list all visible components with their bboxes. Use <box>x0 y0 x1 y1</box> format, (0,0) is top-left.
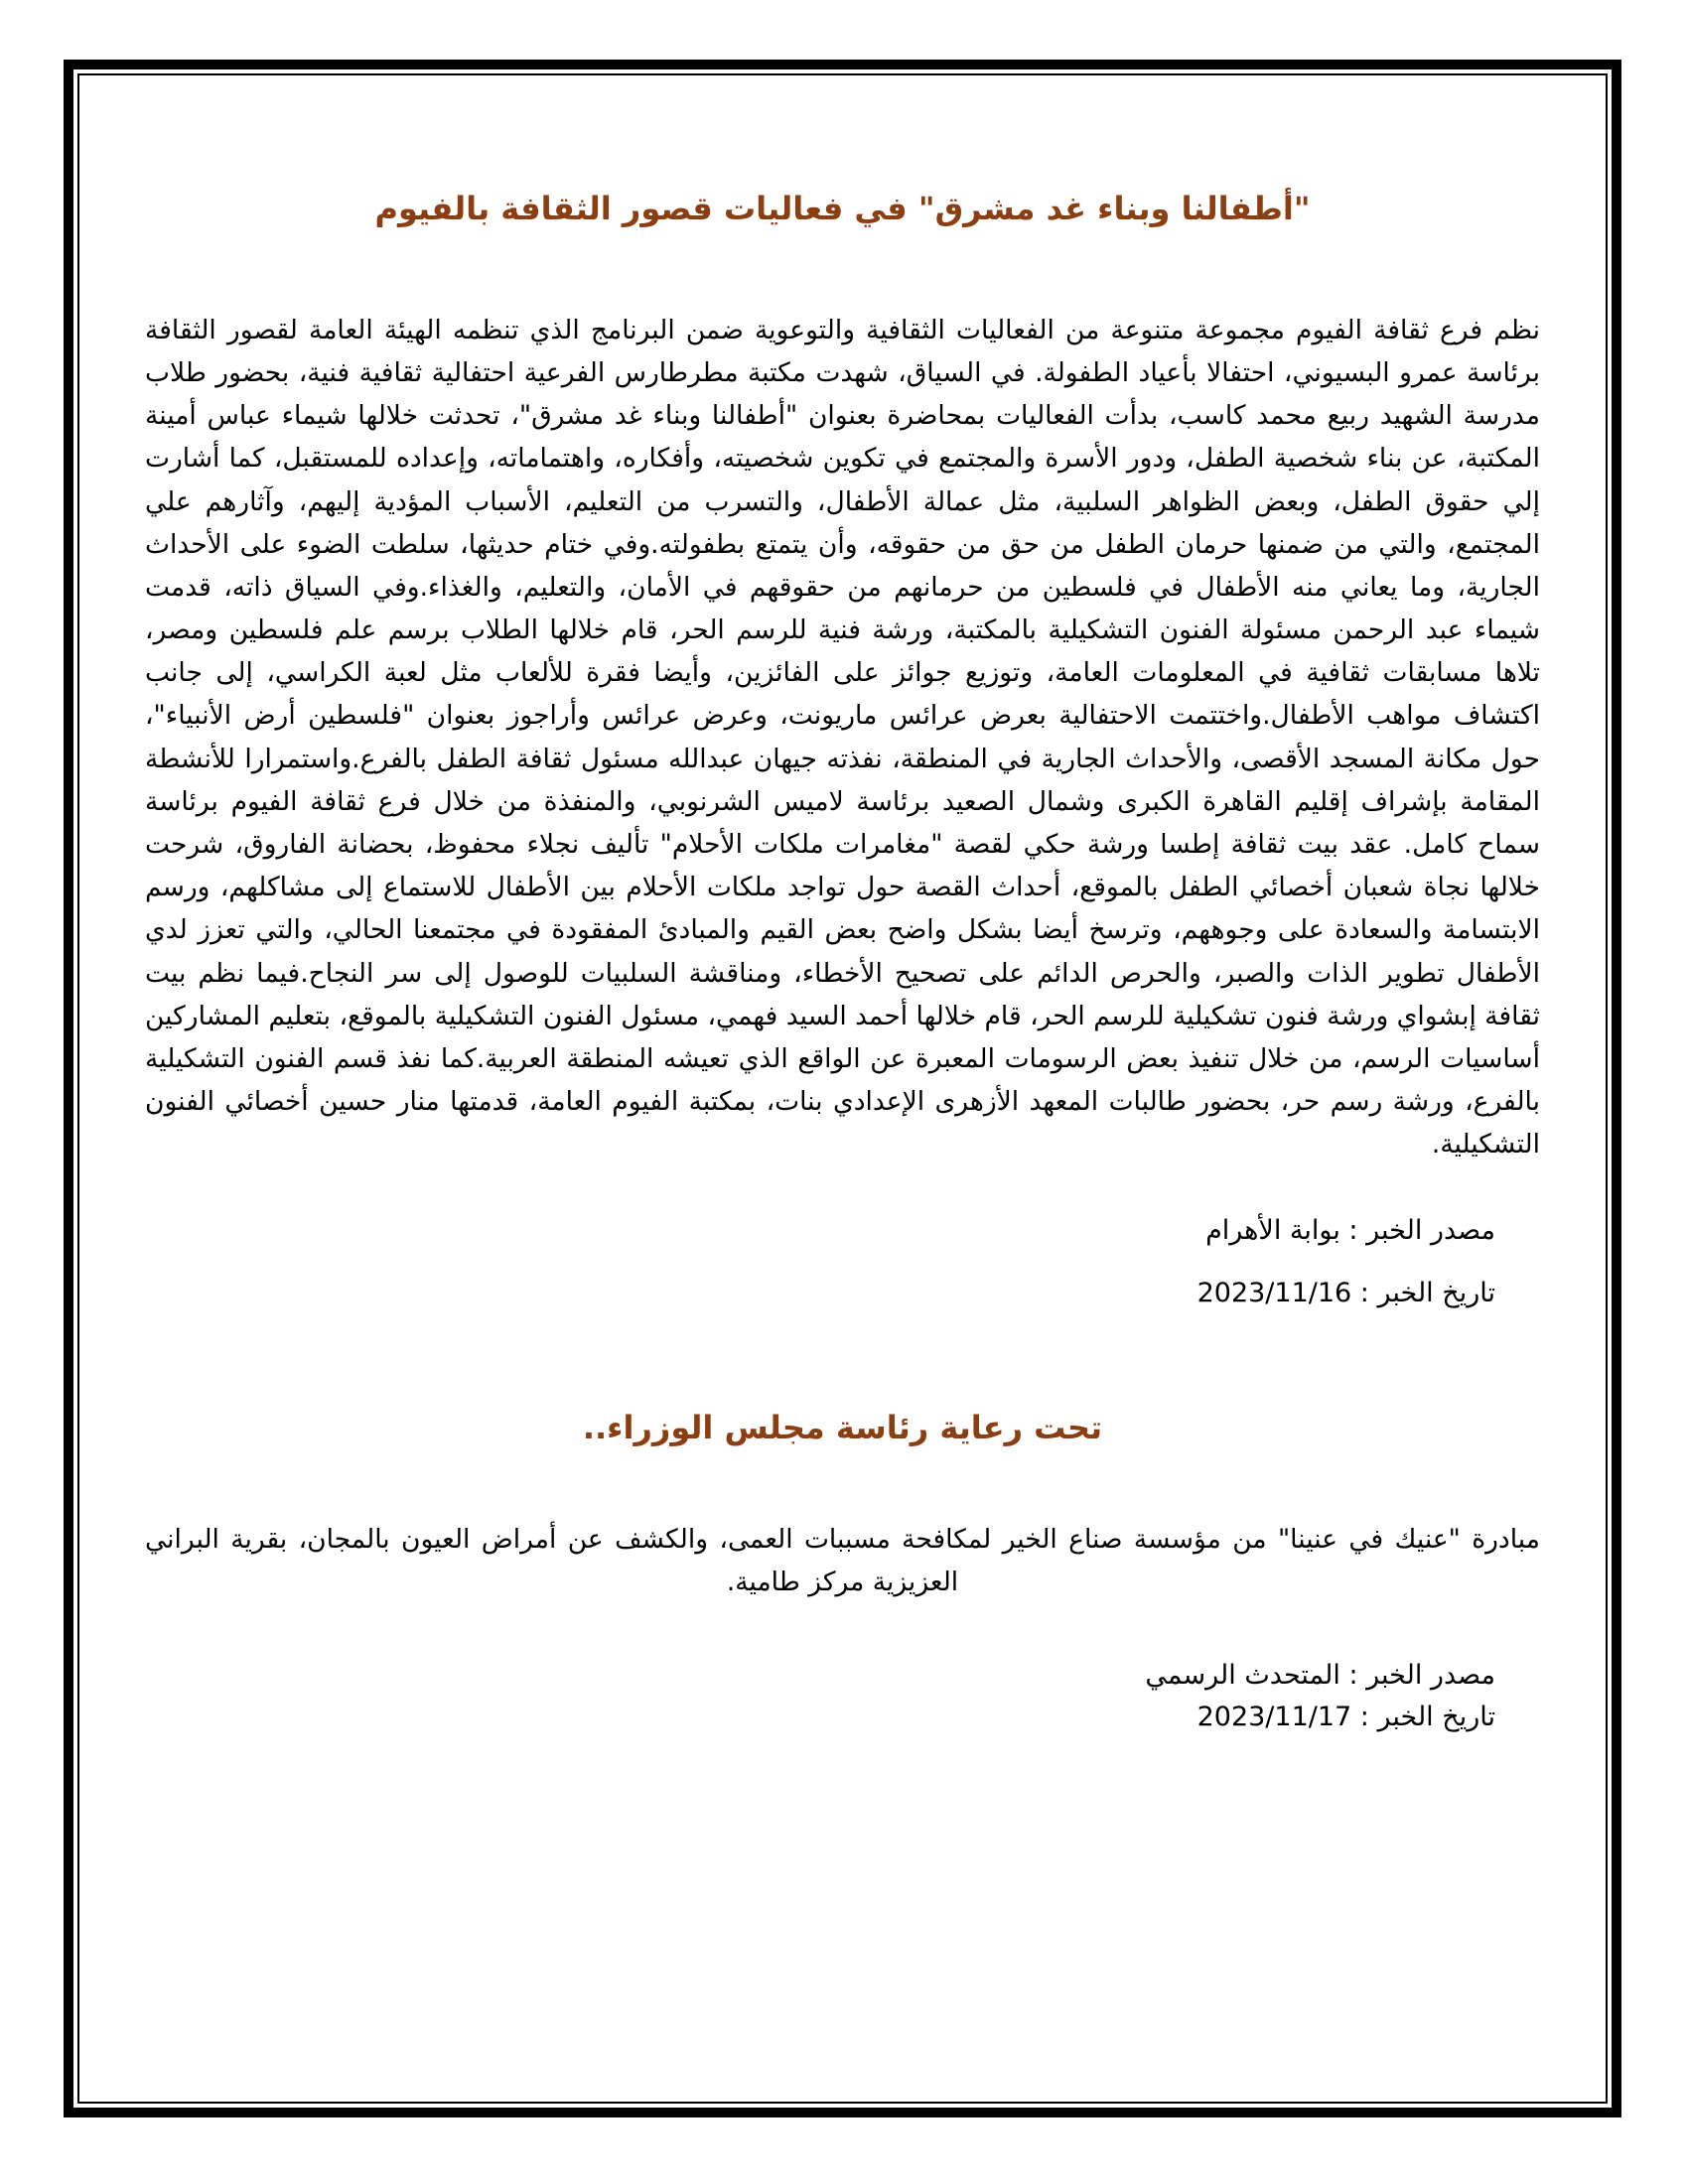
article-1-body: نظم فرع ثقافة الفيوم مجموعة متنوعة من الفعاليات الثقافية والتوعوية ضمن البرنامج الذي تنظمه الهيئة العامة لقصور الثقافة برئاسة عمرو البسيوني، احتفالا بأعياد الطفولة. في السياق، شهدت مكتبة مطرطارس الفرعية احتفالية ثقافية فنية، بحضور طلاب مدرسة الشهيد ربيع محمد كاسب، بدأت الفعاليات بمحاضرة بعنوان "أطفالنا وبناء غد مشرق"، تحدثت خلالها شيماء عباس أمينة المكتبة، عن بناء شخصية الطفل، ودور الأسرة والمجتمع في تكوين شخصيته، وأفكاره، واهتماماته، وإعداده للمستقبل، كما أشارت إلي حقوق الطفل، وبعض الظواهر السلبية، مثل عمالة الأطفال، والتسرب من التعليم، الأسباب المؤدية إليهم، وآثارهم علي المجتمع، والتي من ضمنها حرمان الطفل من حق من حقوقه، وأن يتمتع بطفولته.وفي ختام حديثها، سلطت الضوء على الأحداث الجارية، وما يعاني منه الأطفال في فلسطين من حرمانهم من حقوقهم في الأمان، والتعليم، والغذاء.وفي السياق ذاته، قدمت شيماء عبد الرحمن مسئولة الفنون التشكيلية بالمكتبة، ورشة فنية للرسم الحر، قام خلالها الطلاب برسم علم فلسطين ومصر، تلاها مسابقات ثقافية في المعلومات العامة، وتوزيع جوائز على الفائزين، وأيضا فقرة للألعاب مثل لعبة الكراسي، إلى جانب اكتشاف مواهب الأطفال.واختتمت الاحتفالية بعرض عرائس ماريونت، وعرض عرائس وأراجوز بعنوان "فلسطين أرض الأنبياء"، حول مكانة المسجد الأقصى، والأحداث الجارية في المنطقة، نفذته جيهان عبدالله مسئول ثقافة الطفل بالفرع.واستمرارا للأنشطة المقامة بإشراف إقليم القاهرة الكبرى وشمال الصعيد برئاسة لاميس الشرنوبي، والمنفذة من خلال فرع ثقافة الفيوم برئاسة سماح كامل. عقد بيت ثقافة إطسا ورشة حكي لقصة "مغامرات ملكات الأحلام" تأليف نجلاء محفوظ، بحضانة الفاروق، شرحت خلالها نجاة شعبان أخصائي الطفل بالموقع، أحداث القصة حول تواجد ملكات الأحلام بين الأطفال للاستماع إلى مشاكلهم، ورسم الابتسامة والسعادة على وجوههم، وترسخ أيضا بشكل واضح بعض القيم والمبادئ المفقودة في مجتمعنا الحالي، والتي تعزز لدي الأطفال تطوير الذات والصبر، والحرص الدائم على تصحيح الأخطاء، ومناقشة السلبيات للوصول إلى سر النجاح.فيما نظم بيت ثقافة إبشواي ورشة فنون تشكيلية للرسم الحر، قام خلالها أحمد السيد فهمي، مسئول الفنون التشكيلية بالموقع، بتعليم المشاركين أساسيات الرسم، من خلال تنفيذ بعض الرسومات المعبرة عن الواقع الذي تعيشه المنطقة العربية.كما نفذ قسم الفنون التشكيلية بالفرع، ورشة رسم حر، بحضور طالبات المعهد الأزهرى الإعدادي بنات، بمكتبة الفيوم العامة، قدمتها منار حسين أخصائي الفنون التشكيلية. <box>144 314 1540 1160</box>
article-1-source: مصدر الخبر : بوابة الأهرام <box>1205 1214 1495 1246</box>
article-1-title: "أطفالنا وبناء غد مشرق" في فعاليات قصور الثقافة بالفيوم <box>374 190 1311 227</box>
article-2 <box>145 1406 1540 1738</box>
article-1 <box>145 187 1540 1314</box>
article-2-title: تحت رعاية رئاسة مجلس الوزراء.. <box>582 1409 1103 1447</box>
article-1-date: تاريخ الخبر : 2023/11/16 <box>1196 1278 1495 1309</box>
article-2-source: مصدر الخبر : المتحدث الرسمي <box>1145 1660 1495 1692</box>
page-border-outer <box>64 60 1621 2117</box>
article-2-body: مبادرة "عنيك في عنينا" من مؤسسة صناع الخير لمكافحة مسببات العمى، والكشف عن أمراض العيون بالمجان، بقرية البراني العزيزية مركز طامية. <box>145 1524 1540 1598</box>
page-border-inner <box>77 73 1608 2104</box>
article-2-date: تاريخ الخبر : 2023/11/17 <box>1196 1702 1495 1733</box>
